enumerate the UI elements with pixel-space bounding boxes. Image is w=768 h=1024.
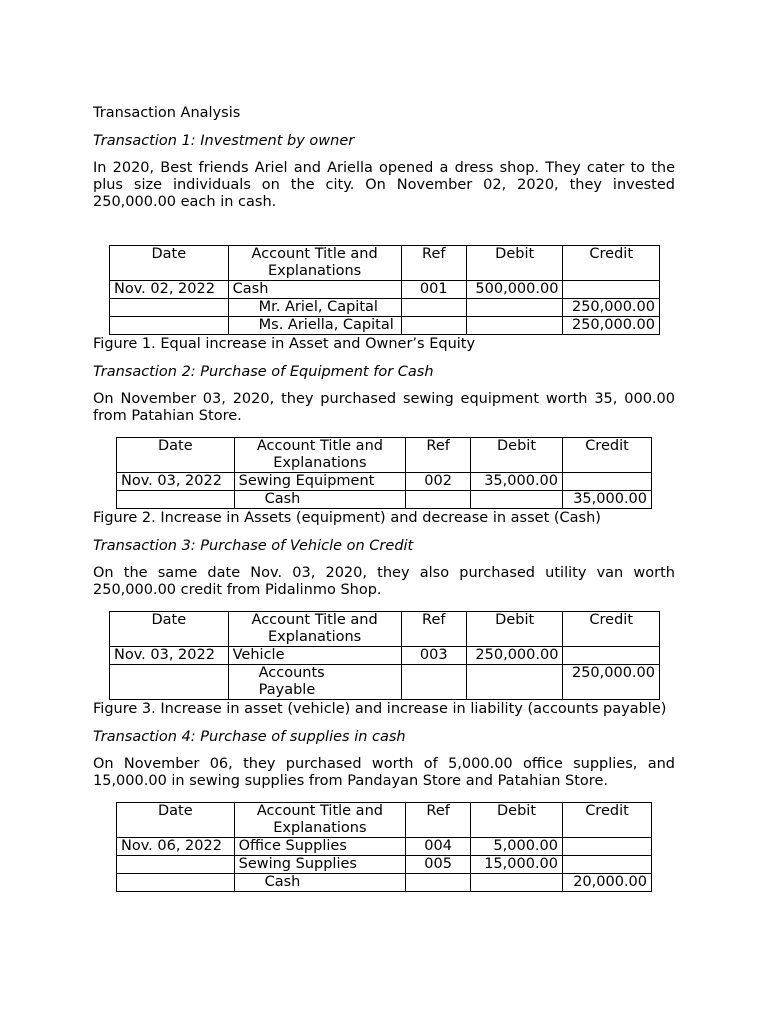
- col-header-account: Account Title and Explanations: [228, 246, 401, 281]
- row-debit: 500,000.00: [466, 281, 563, 299]
- row-debit: [466, 665, 563, 700]
- col-header-ref: Ref: [401, 612, 466, 647]
- row-debit: [471, 874, 563, 892]
- row-credit: [563, 647, 660, 665]
- row-date: Nov. 03, 2022: [117, 473, 235, 491]
- col-header-ref: Ref: [406, 438, 471, 473]
- table-row: [110, 647, 660, 665]
- col-header-credit: Credit: [563, 803, 652, 838]
- row-date: [117, 491, 235, 509]
- figure-2-caption: Figure 2. Increase in Assets (equipment) and decrease in asset (Cash): [93, 510, 601, 526]
- row-debit: [471, 491, 563, 509]
- table-row: [117, 491, 652, 509]
- col-header-date: Date: [110, 612, 229, 647]
- row-debit: 5,000.00: [471, 838, 563, 856]
- col-header-account: Account Title and Explanations: [234, 803, 406, 838]
- journal-table-4: [116, 802, 652, 892]
- col-header-credit: Credit: [563, 612, 660, 647]
- row-debit: 15,000.00: [471, 856, 563, 874]
- row-ref: 001: [401, 281, 466, 299]
- row-debit: [466, 317, 563, 335]
- row-debit: 35,000.00: [471, 473, 563, 491]
- row-account: Cash: [234, 491, 406, 509]
- table-row: [110, 665, 660, 700]
- col-header-account: Account Title and Explanations: [228, 612, 401, 647]
- row-account: Vehicle: [228, 647, 401, 665]
- table-row: [110, 281, 660, 299]
- row-credit: 35,000.00: [563, 491, 652, 509]
- journal-table-1: [109, 245, 660, 335]
- row-account: Sewing Equipment: [234, 473, 406, 491]
- row-date: [110, 665, 229, 700]
- table-row: [117, 874, 652, 892]
- row-account: Office Supplies: [234, 838, 406, 856]
- col-header-ref: Ref: [406, 803, 471, 838]
- col-header-credit: Credit: [563, 438, 652, 473]
- row-account: Cash: [234, 874, 406, 892]
- col-header-debit: Debit: [466, 246, 563, 281]
- row-debit: [466, 299, 563, 317]
- row-ref: 005: [406, 856, 471, 874]
- row-date: [110, 299, 229, 317]
- row-credit: 20,000.00: [563, 874, 652, 892]
- figure-3-caption: Figure 3. Increase in asset (vehicle) and increase in liability (accounts payable): [93, 701, 667, 717]
- row-credit: [563, 856, 652, 874]
- row-account: Cash: [228, 281, 401, 299]
- row-date: Nov. 06, 2022: [117, 838, 235, 856]
- transaction-4-title: Transaction 4: Purchase of supplies in cash: [93, 729, 406, 745]
- row-credit: [563, 473, 652, 491]
- journal-table-3: [109, 611, 660, 700]
- transaction-1-title: Transaction 1: Investment by owner: [93, 133, 355, 149]
- journal-table-2: [116, 437, 652, 509]
- col-header-debit: Debit: [466, 612, 563, 647]
- row-ref: 002: [406, 473, 471, 491]
- figure-1-caption: Figure 1. Equal increase in Asset and Owner’s Equity: [93, 336, 476, 352]
- row-credit: 250,000.00: [563, 317, 660, 335]
- col-header-account: Account Title and Explanations: [234, 438, 406, 473]
- document-page: [93, 104, 675, 892]
- table-row: [110, 317, 660, 335]
- row-ref: 004: [406, 838, 471, 856]
- col-header-ref: Ref: [401, 246, 466, 281]
- col-header-debit: Debit: [471, 438, 563, 473]
- table-header-row: [110, 612, 660, 647]
- row-date: Nov. 02, 2022: [110, 281, 229, 299]
- row-date: [117, 874, 235, 892]
- row-ref: 003: [401, 647, 466, 665]
- transaction-2-paragraph: On November 03, 2020, they purchased sewing equipment worth 35, 000.00 from Patahian Store.: [93, 391, 675, 424]
- row-date: [110, 317, 229, 335]
- col-header-date: Date: [110, 246, 229, 281]
- row-date: Nov. 03, 2022: [110, 647, 229, 665]
- transaction-3-title: Transaction 3: Purchase of Vehicle on Credit: [93, 538, 414, 554]
- table-row: [110, 299, 660, 317]
- row-credit: 250,000.00: [563, 299, 660, 317]
- document-heading: Transaction Analysis: [93, 105, 241, 121]
- table-row: [117, 856, 652, 874]
- transaction-1-paragraph: In 2020, Best friends Ariel and Ariella opened a dress shop. They cater to the plus size individuals on the city. On November 02, 2020, they invested 250,000.00 each in cash.: [93, 160, 675, 210]
- row-account: Ms. Ariella, Capital: [228, 317, 401, 335]
- row-credit: [563, 281, 660, 299]
- row-credit: 250,000.00: [563, 665, 660, 700]
- row-ref: [406, 491, 471, 509]
- transaction-2-title: Transaction 2: Purchase of Equipment for Cash: [93, 364, 434, 380]
- col-header-credit: Credit: [563, 246, 660, 281]
- col-header-debit: Debit: [471, 803, 563, 838]
- transaction-4-paragraph: On November 06, they purchased worth of 5,000.00 office supplies, and 15,000.00 in sewing supplies from Pandayan Store and Patahian Store.: [93, 756, 675, 789]
- row-ref: [406, 874, 471, 892]
- table-row: [117, 838, 652, 856]
- col-header-date: Date: [117, 803, 235, 838]
- row-account: Mr. Ariel, Capital: [228, 299, 401, 317]
- transaction-3-paragraph: On the same date Nov. 03, 2020, they also purchased utility van worth 250,000.00 credit from Pidalinmo Shop.: [93, 565, 675, 598]
- row-ref: [401, 665, 466, 700]
- row-account: Accounts Payable: [228, 665, 401, 700]
- row-account: Sewing Supplies: [234, 856, 406, 874]
- col-header-date: Date: [117, 438, 235, 473]
- table-header-row: [117, 803, 652, 838]
- row-debit: 250,000.00: [466, 647, 563, 665]
- row-date: [117, 856, 235, 874]
- row-ref: [401, 299, 466, 317]
- table-row: [117, 473, 652, 491]
- row-ref: [401, 317, 466, 335]
- table-header-row: [117, 438, 652, 473]
- row-credit: [563, 838, 652, 856]
- table-header-row: [110, 246, 660, 281]
